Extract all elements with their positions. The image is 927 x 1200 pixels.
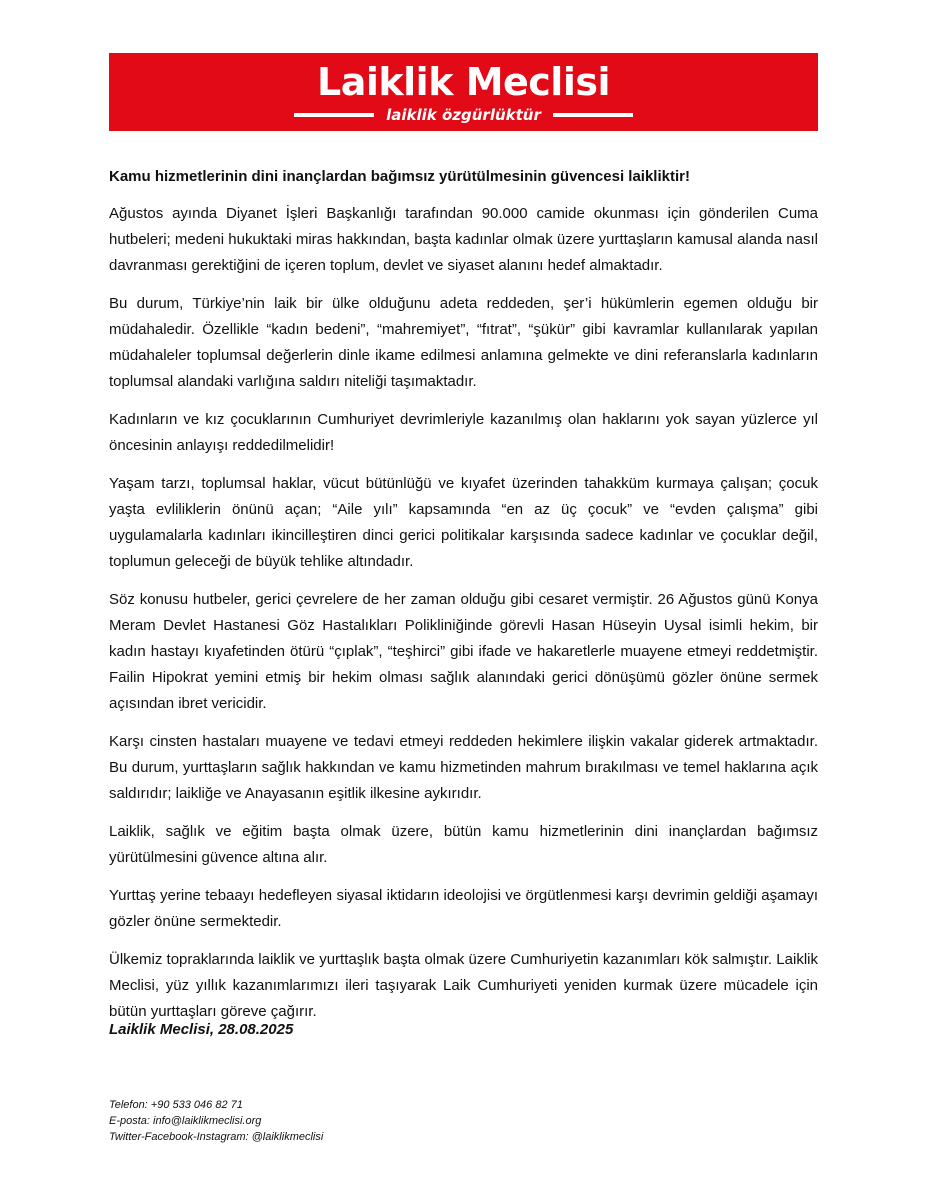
header-banner bbox=[109, 53, 818, 131]
logo-title: Laiklik Meclisi bbox=[316, 60, 610, 104]
paragraph: Laiklik, sağlık ve eğitim başta olmak üzere, bütün kamu hizmetlerinin dini inançlardan bağımsız yürütülmesini güvence altına alır. bbox=[109, 823, 818, 866]
paragraph: Yurttaş yerine tebaayı hedefleyen siyasal iktidarın ideolojisi ve örgütlenmesi karşı devrimin geldiği aşamayı gözler önüne sermektedir. bbox=[109, 887, 818, 930]
signature: Laiklik Meclisi, 28.08.2025 bbox=[109, 1021, 294, 1038]
paragraph: Ağustos ayında Diyanet İşleri Başkanlığı tarafından 90.000 camide okunması için gönderilen Cuma hutbeleri; medeni hukuktaki miras hakkından, başta kadınlar olmak üzere yurttaşların kamusal alanda nasıl davranması gerektiğini de içeren toplum, devlet ve siyaset alanını hedef almaktadır. bbox=[109, 205, 818, 274]
contact-social: Twitter-Facebook-Instagram: @laiklikmeclisi bbox=[109, 1131, 324, 1143]
paragraph: Yaşam tarzı, toplumsal haklar, vücut bütünlüğü ve kıyafet üzerinden tahakküm kurmaya çalışan; çocuk yaşta evliliklerin önünü açan; “Aile yılı” kapsamında “en az üç çocuk” ve “evden çalışma” gibi uygulamalarla kadınları ikincilleştiren dinci gerici politikalar karşısında sadece kadınlar ve çocuklar değil, toplumun geleceği de büyük tehlike altındadır. bbox=[109, 475, 818, 570]
logo-tagline: laiklik özgürlüktür bbox=[386, 106, 541, 124]
contact-email: E-posta: info@laiklikmeclisi.org bbox=[109, 1115, 262, 1127]
press-release-body bbox=[109, 165, 818, 1037]
paragraph: Söz konusu hutbeler, gerici çevrelere de her zaman olduğu gibi cesaret vermiştir. 26 Ağustos günü Konya Meram Devlet Hastanesi Göz Hastalıkları Polikliniğinde görevli Hasan Hüseyin Uysal isimli hekim, bir kadın hastayı kıyafetinden ötürü “çıplak”, “teşhirci” gibi ifade ve hakaretlerle muayene etmeyi reddetmiştir. Failin Hipokrat yemini etmiş bir hekim olması sağlık alanındaki gerici dönüşümü gözler önüne sermek açısından ibret vericidir. bbox=[109, 591, 818, 712]
paragraph: Kadınların ve kız çocuklarının Cumhuriyet devrimleriyle kazanılmış olan haklarını yok sayan yüzlerce yıl öncesinin anlayışı reddedilmelidir! bbox=[109, 411, 818, 454]
contact-phone: Telefon: +90 533 046 82 71 bbox=[109, 1099, 243, 1111]
paragraph: Bu durum, Türkiye’nin laik bir ülke olduğunu adeta reddeden, şer’i hükümlerin egemen olduğu bir müdahaledir. Özellikle “kadın bedeni”, “mahremiyet”, “fıtrat”, “şükür” gibi kavramlar kullanılarak yapılan müdahaleler toplumsal değerlerin dinle ikame edilmesi anlamına gelmekte ve dini referanslarla kadınların toplumsal alandaki varlığına saldırı niteliği taşımaktadır. bbox=[109, 295, 818, 390]
headline: Kamu hizmetlerinin dini inançlardan bağımsız yürütülmesinin güvencesi laikliktir! bbox=[109, 168, 690, 185]
tagline-rule-right bbox=[553, 113, 633, 117]
contact-info bbox=[109, 1097, 323, 1145]
tagline-row bbox=[109, 105, 818, 125]
paragraph: Ülkemiz topraklarında laiklik ve yurttaşlık başta olmak üzere Cumhuriyetin kazanımları kök salmıştır. Laiklik Meclisi, yüz yıllık kazanımlarımızı ileri taşıyarak Laik Cumhuriyeti yeniden kurmak üzere mücadele için bütün yurttaşları göreve çağırır. bbox=[109, 951, 818, 1020]
paragraph: Karşı cinsten hastaları muayene ve tedavi etmeyi reddeden hekimlere ilişkin vakalar giderek artmaktadır. Bu durum, yurttaşların sağlık hakkından ve kamu hizmetinden mahrum bırakılması ve temel haklarına açık saldırıdır; laikliğe ve Anayasanın eşitlik ilkesine aykırıdır. bbox=[109, 733, 818, 802]
tagline-rule-left bbox=[294, 113, 374, 117]
